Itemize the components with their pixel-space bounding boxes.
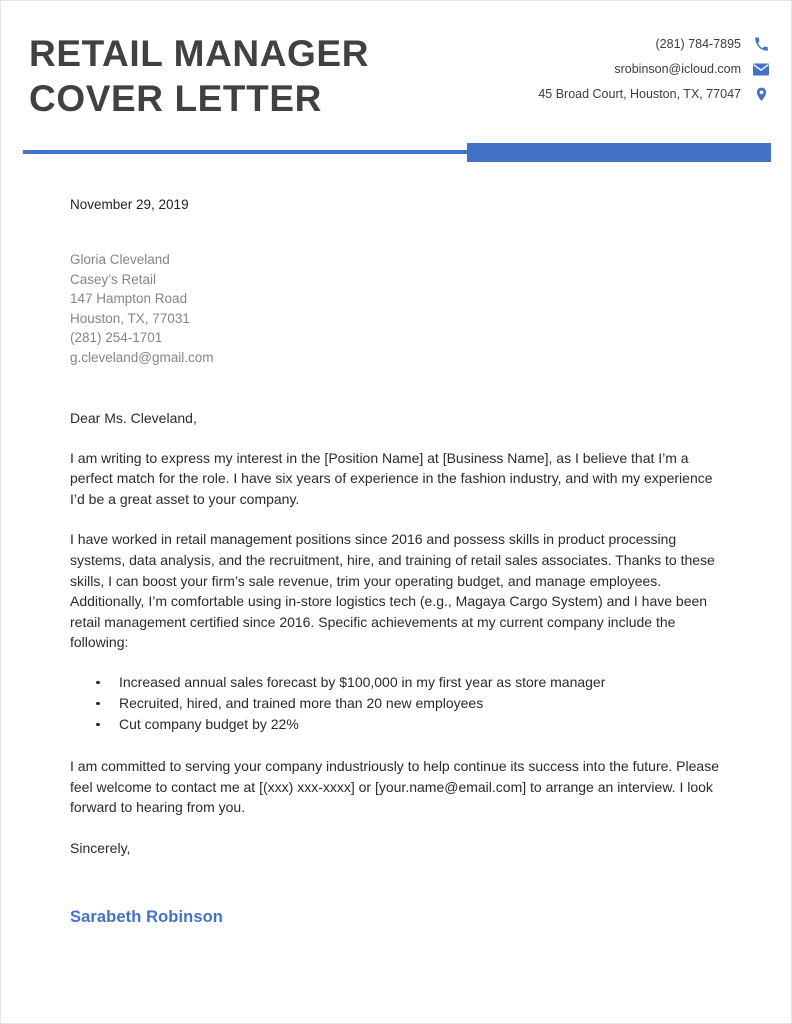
page-title-line-2: COVER LETTER [29, 78, 322, 119]
phone-icon [753, 36, 769, 52]
achievements-list [70, 672, 729, 735]
letter-signoff: Sincerely, [70, 839, 131, 856]
list-item: Increased annual sales forecast by $100,000 in my first year as store manager [70, 672, 729, 693]
letter-paragraph-1: I am writing to express my interest in the [Position Name] at [Business Name], as I believe that I’m a perfect match for the role. I have six years of experience in the fashion industry, and with my experience I’d be a great asset to your company. [70, 449, 713, 507]
accent-rule-thick [467, 143, 771, 162]
recipient-street: 147 Hampton Road [70, 291, 188, 307]
letter-salutation: Dear Ms. Cleveland, [70, 409, 197, 426]
letter-signature: Sarabeth Robinson [70, 907, 223, 926]
contact-address-text: 45 Broad Court, Houston, TX, 77047 [538, 86, 741, 101]
header-accent-rule [1, 139, 791, 165]
letter-body [1, 196, 791, 927]
letter-date: November 29, 2019 [70, 197, 189, 212]
contact-info-block [538, 28, 769, 102]
contact-phone-row [656, 36, 769, 52]
recipient-address-block [70, 250, 729, 368]
recipient-name: Gloria Cleveland [70, 252, 170, 267]
letter-paragraph-3: I am committed to serving your company industriously to help continue its success into the future. Please feel welcome to contact me at [(xxx) xxx-xxxx] or [your.name@email.com] to arrange an interview. I look forward to hearing from you. [70, 757, 719, 816]
title-block [29, 28, 369, 121]
recipient-email: g.cleveland@gmail.com [70, 349, 214, 365]
recipient-city-state-zip: Houston, TX, 77031 [70, 310, 190, 326]
contact-phone-text: (281) 784-7895 [655, 36, 741, 51]
accent-rule-thin [23, 150, 467, 154]
contact-email-row [614, 61, 769, 77]
envelope-icon [753, 61, 769, 77]
map-pin-icon [753, 86, 769, 102]
letterhead-header [1, 1, 791, 121]
list-item: Recruited, hired, and trained more than 20 new employees [70, 693, 729, 714]
contact-address-row [538, 86, 769, 102]
contact-email-text: srobinson@icloud.com [614, 61, 741, 76]
list-item: Cut company budget by 22% [70, 714, 729, 735]
recipient-phone: (281) 254-1701 [70, 330, 163, 346]
page-title-line-1: RETAIL MANAGER [29, 33, 370, 74]
letter-paragraph-2: I have worked in retail management positions since 2016 and possess skills in product processing systems, data analysis, and the recruitment, hire, and training of retail sales associates. Thanks to these skills, I can boost your firm’s sale revenue, trim your operating budget, and manage employees. Additionally, I’m comfortable using in-store logistics tech (e.g., Magaya Cargo System) and I have been retail management certified since 2016. Specific achievements at my current company include the following: [70, 531, 715, 651]
recipient-company: Casey’s Retail [70, 271, 157, 287]
